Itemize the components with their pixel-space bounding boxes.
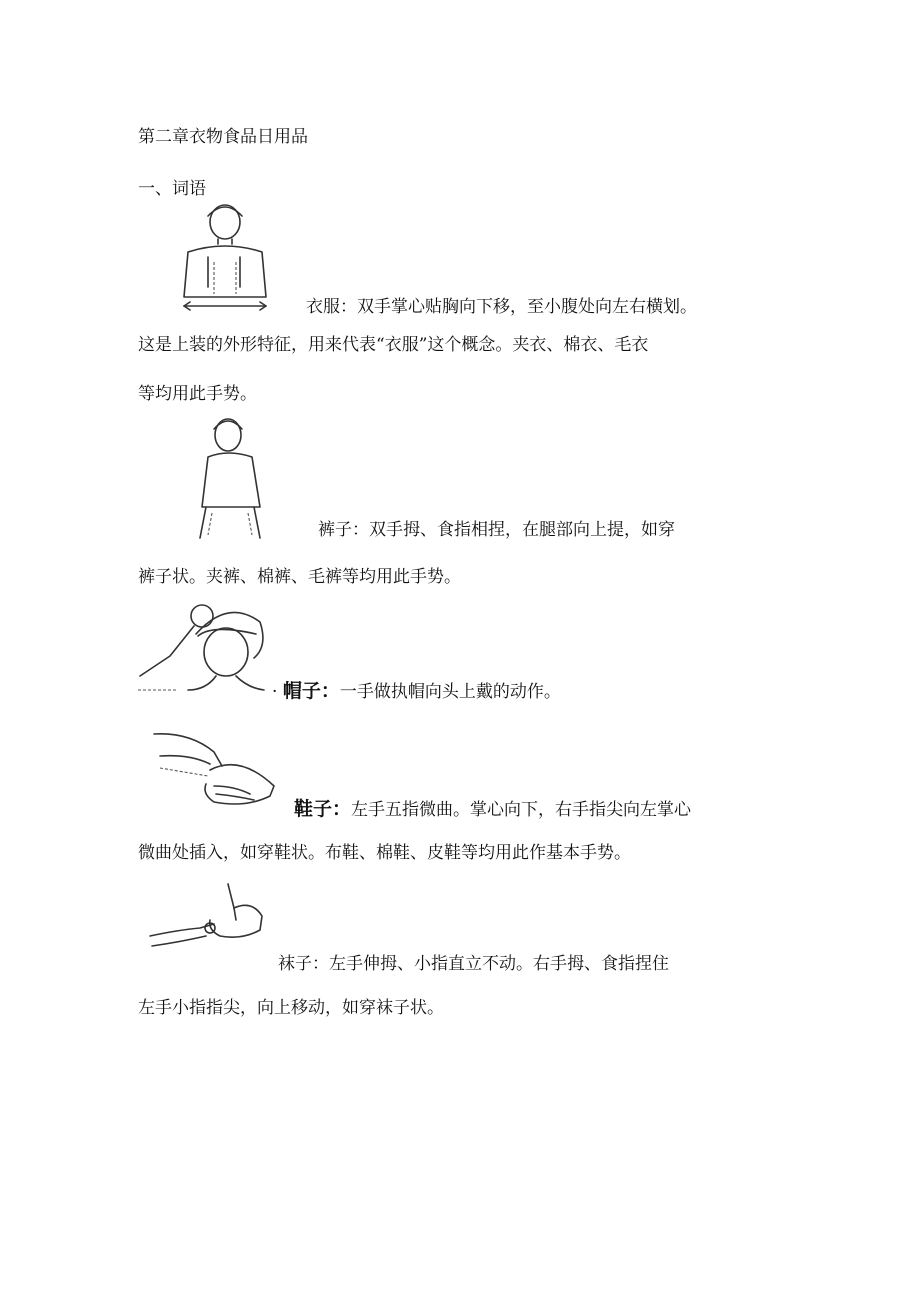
term-clothes: 衣服： — [306, 297, 357, 317]
desc-clothes-1: 双手掌心贴胸向下移，至小腹处向左右横划。 — [357, 297, 697, 317]
entry-hat-line-1 — [272, 681, 561, 702]
trousers-sign-illustration — [190, 415, 272, 540]
entry-clothes-line-2: 这是上装的外形特征，用来代表“衣服”这个概念。夹衣、棉衣、毛衣 — [138, 335, 649, 355]
hat-sign-illustration — [136, 594, 272, 694]
chapter-title: 第二章衣物食品日用品 — [138, 127, 308, 147]
term-socks: 袜子： — [278, 954, 329, 974]
term-shoes: 鞋子： — [294, 798, 352, 820]
entry-trousers-line-1 — [318, 520, 675, 540]
entry-clothes-line-3: 等均用此手势。 — [138, 384, 257, 404]
entry-shoes-line-1 — [294, 799, 691, 820]
desc-hat-1: 一手做执帽向头上戴的动作。 — [339, 682, 561, 702]
shoes-sign-illustration — [150, 724, 278, 812]
entry-trousers-line-2: 裤子状。夹裤、棉裤、毛裤等均用此手势。 — [138, 567, 461, 587]
entry-clothes-line-1 — [306, 297, 697, 317]
term-hat: 帽子： — [282, 680, 340, 702]
marker-hat: · — [272, 682, 278, 702]
entry-shoes-line-2: 微曲处插入，如穿鞋状。布鞋、棉鞋、皮鞋等均用此作基本手势。 — [138, 843, 631, 863]
section-title: 一、词语 — [138, 179, 206, 199]
desc-trousers-1: 双手拇、食指相捏，在腿部向上提，如穿 — [369, 520, 675, 540]
entry-socks-line-1 — [278, 954, 669, 974]
desc-socks-1: 左手伸拇、小指直立不动。右手拇、食指捏住 — [329, 954, 669, 974]
socks-sign-illustration — [148, 880, 268, 952]
entry-socks-line-2: 左手小指指尖，向上移动，如穿袜子状。 — [138, 998, 444, 1018]
term-trousers: 裤子： — [318, 520, 369, 540]
desc-shoes-1: 左手五指微曲。掌心向下，右手指尖向左掌心 — [351, 800, 692, 820]
clothes-sign-illustration — [178, 202, 272, 314]
